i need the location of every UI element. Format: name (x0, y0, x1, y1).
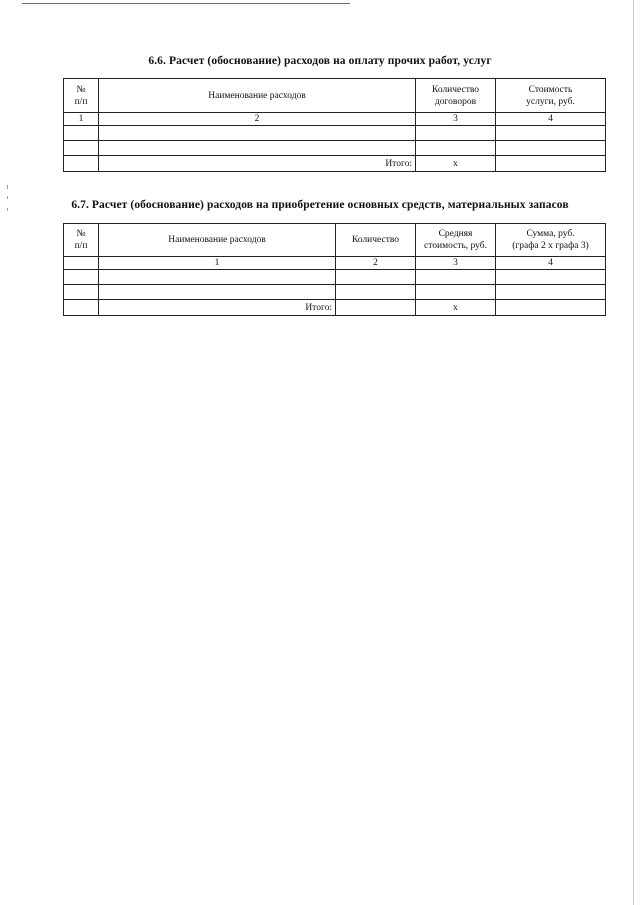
table-cell (496, 156, 606, 172)
table-cell (496, 126, 606, 141)
table-cell (99, 285, 336, 300)
top-rule (22, 3, 350, 4)
table-cell (416, 141, 496, 156)
table-cell (64, 270, 99, 285)
column-number: 4 (496, 257, 606, 270)
header-service-cost: Стоимость услуги, руб. (496, 79, 606, 113)
table-row (64, 126, 606, 141)
table-66-number-row (64, 113, 606, 126)
table-row (64, 270, 606, 285)
header-expense-name: Наименование расходов (99, 79, 416, 113)
total-mark: x (416, 300, 496, 316)
column-number: 3 (416, 257, 496, 270)
table-cell (496, 285, 606, 300)
scan-speck (7, 185, 8, 189)
table-cell (336, 285, 416, 300)
column-number: 1 (64, 113, 99, 126)
column-number: 3 (416, 113, 496, 126)
table-cell (496, 270, 606, 285)
table-row (64, 141, 606, 156)
table-67-total-row (64, 300, 606, 316)
section-67-title: 6.7. Расчет (обоснование) расходов на приобретение основных средств, материальных запасов (71, 199, 569, 211)
total-label: Итого: (99, 300, 336, 316)
table-cell (496, 141, 606, 156)
table-cell (64, 257, 99, 270)
header-quantity: Количество (336, 224, 416, 257)
total-mark: x (416, 156, 496, 172)
table-cell (416, 270, 496, 285)
table-66-total-row (64, 156, 606, 172)
page-edge (633, 0, 634, 905)
table-cell (64, 300, 99, 316)
table-cell (99, 270, 336, 285)
column-number: 1 (99, 257, 336, 270)
header-average-cost: Средняя стоимость, руб. (416, 224, 496, 257)
header-sum: Сумма, руб. (графа 2 х графа 3) (496, 224, 606, 257)
table-67-number-row (64, 257, 606, 270)
section-66-title: 6.6. Расчет (обоснование) расходов на оплату прочих работ, услуг (148, 55, 492, 67)
table-cell (64, 126, 99, 141)
column-number: 2 (99, 113, 416, 126)
table-cell (64, 285, 99, 300)
header-contracts-count: Количество договоров (416, 79, 496, 113)
table-66-header-row (64, 79, 606, 113)
table-cell (416, 126, 496, 141)
table-cell (99, 126, 416, 141)
column-number: 4 (496, 113, 606, 126)
column-number: 2 (336, 257, 416, 270)
table-cell (416, 285, 496, 300)
table-66 (63, 78, 606, 172)
table-cell (336, 270, 416, 285)
table-row (64, 285, 606, 300)
table-67 (63, 223, 606, 316)
header-number: № п/п (64, 224, 99, 257)
table-cell (64, 156, 99, 172)
header-expense-name: Наименование расходов (99, 224, 336, 257)
total-label: Итого: (99, 156, 416, 172)
header-number: № п/п (64, 79, 99, 113)
table-67-header-row (64, 224, 606, 257)
table-cell (64, 141, 99, 156)
table-cell (496, 300, 606, 316)
table-cell (336, 300, 416, 316)
table-cell (99, 141, 416, 156)
